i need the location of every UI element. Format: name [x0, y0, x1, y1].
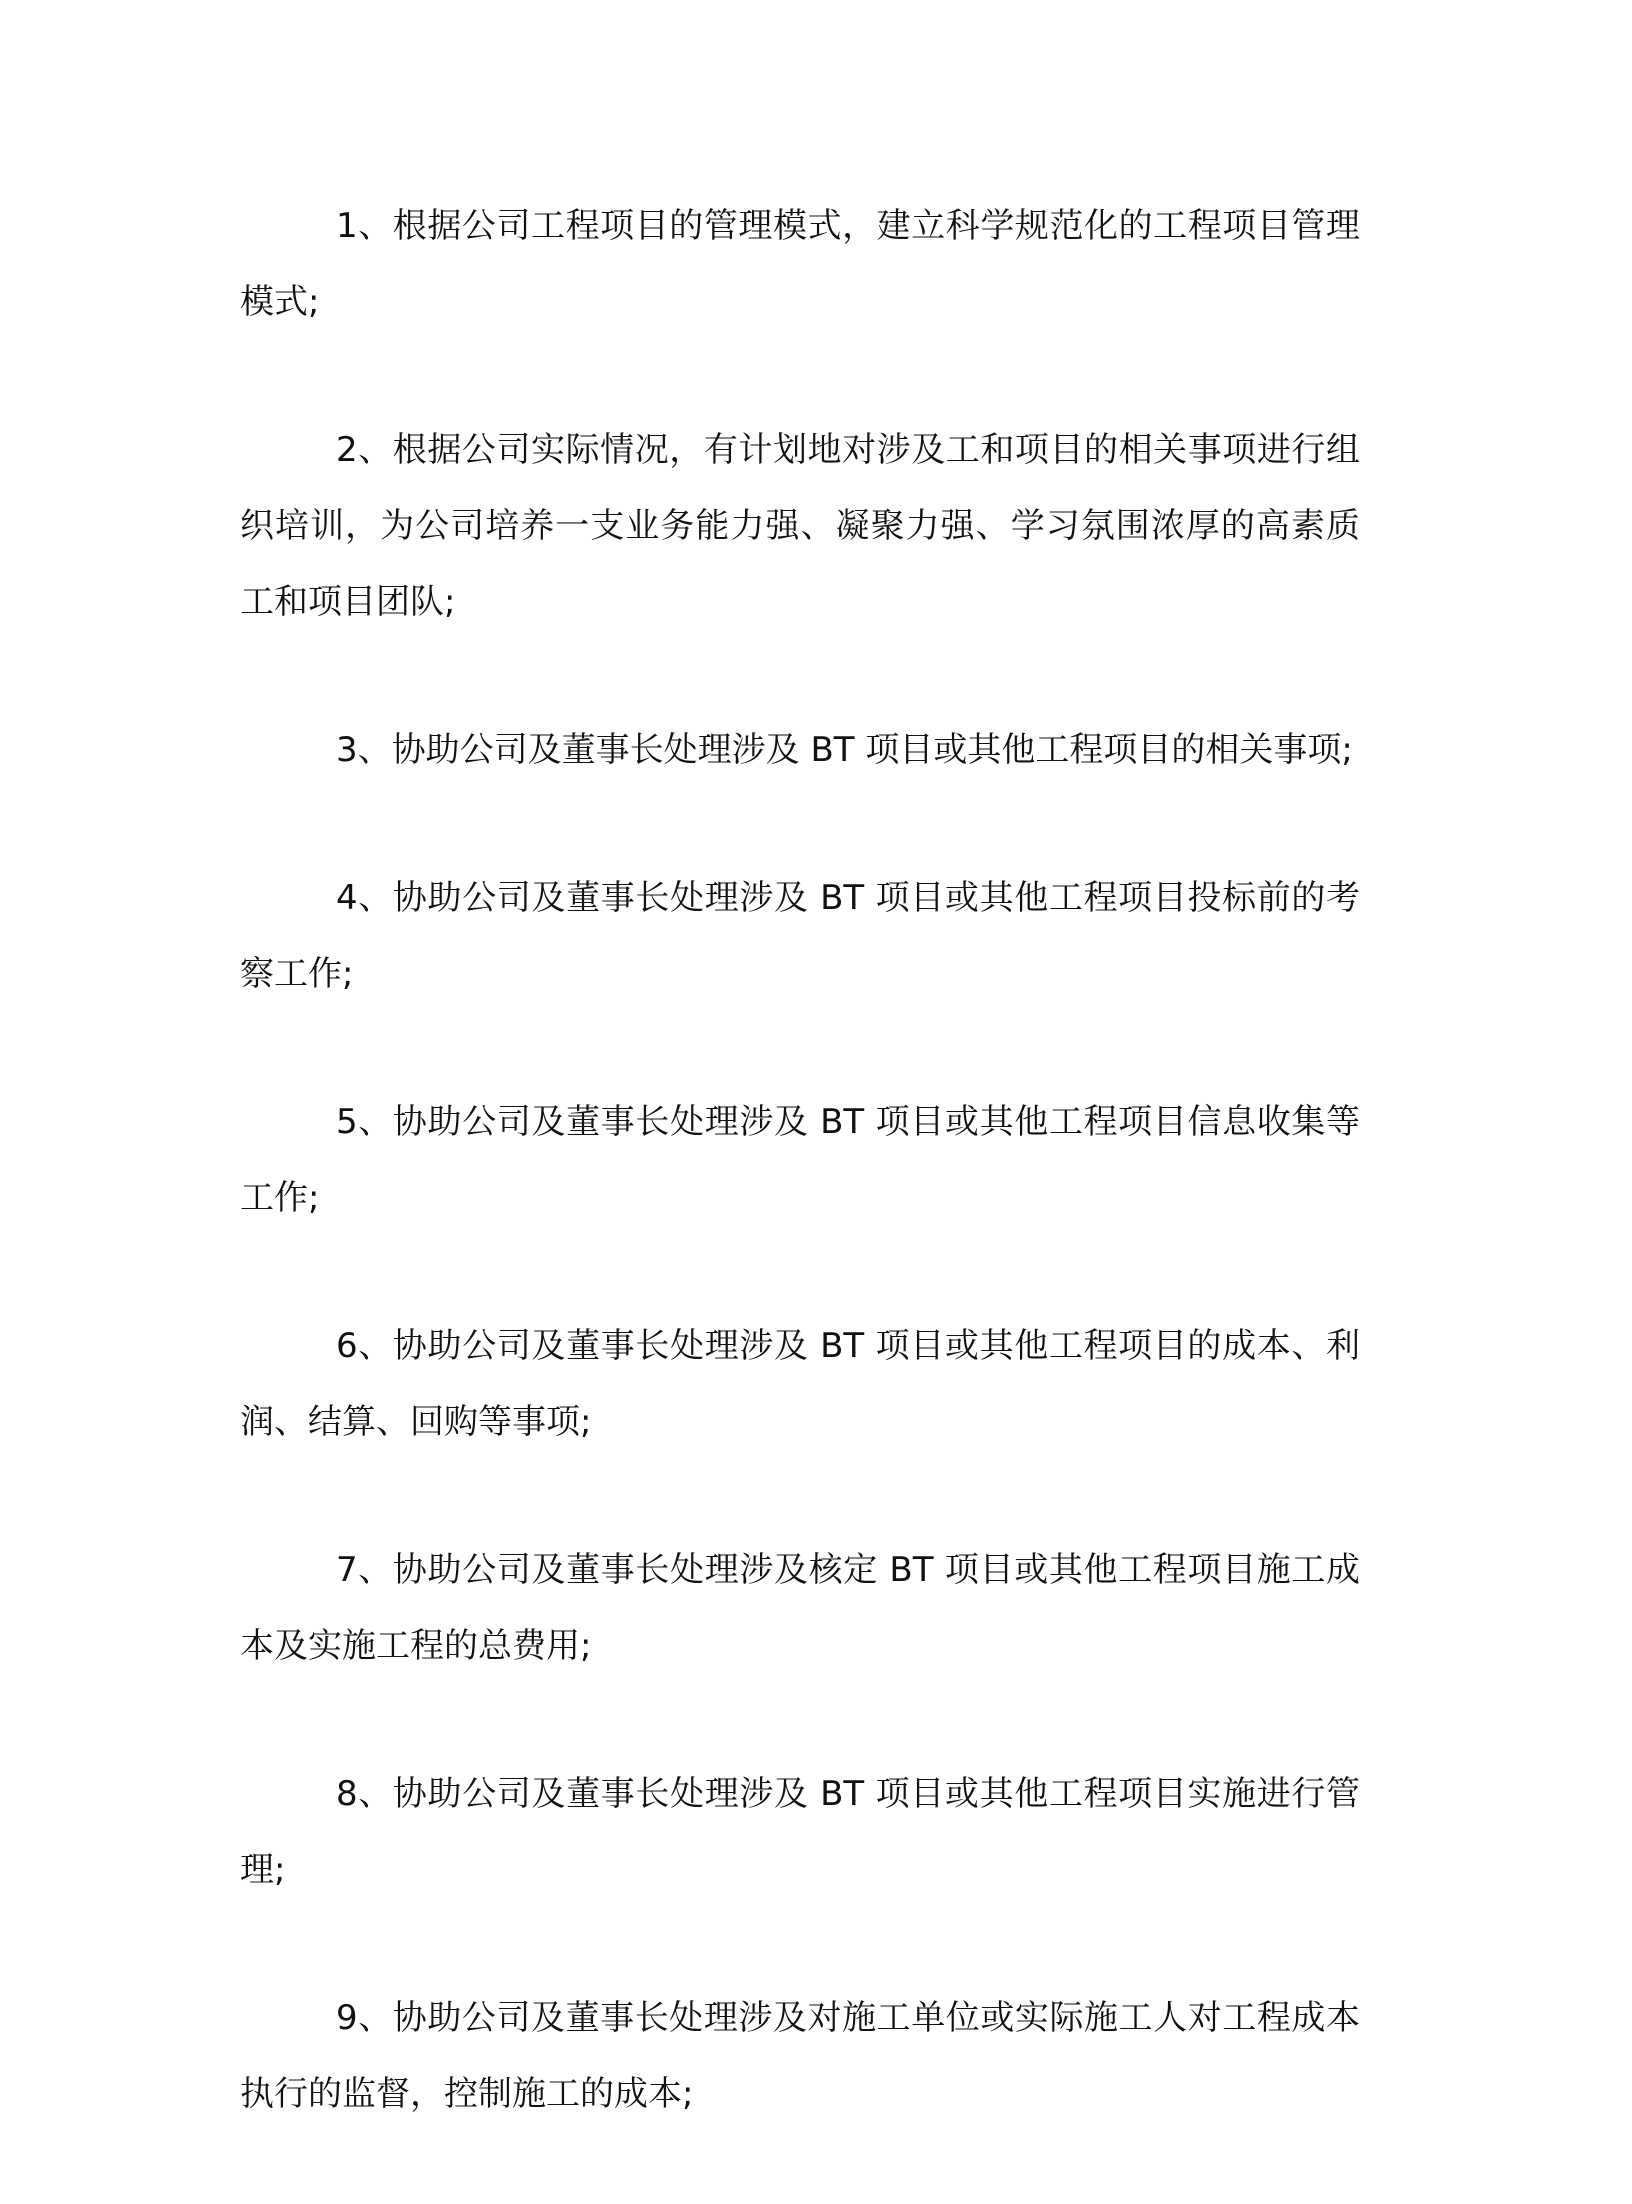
- list-item: 1、根据公司工程项目的管理模式，建立科学规范化的工程项目管理模式;: [240, 206, 1360, 322]
- list-item: 9、协助公司及董事长处理涉及对施工单位或实际施工人对工程成本执行的监督，控制施工的成本;: [240, 1998, 1360, 2114]
- list-item: 7、协助公司及董事长处理涉及核定 BT 项目或其他工程项目施工成本及实施工程的总费用;: [240, 1550, 1360, 1666]
- document-page: [240, 188, 1360, 2204]
- list-item: 2、根据公司实际情况，有计划地对涉及工和项目的相关事项进行组织培训，为公司培养一支业务能力强、凝聚力强、学习氛围浓厚的高素质工和项目团队;: [240, 430, 1360, 622]
- list-item: 5、协助公司及董事长处理涉及 BT 项目或其他工程项目信息收集等工作;: [240, 1102, 1360, 1218]
- list-item: 8、协助公司及董事长处理涉及 BT 项目或其他工程项目实施进行管理;: [240, 1774, 1360, 1890]
- list-item: 4、协助公司及董事长处理涉及 BT 项目或其他工程项目投标前的考察工作;: [240, 878, 1360, 994]
- list-item: 6、协助公司及董事长处理涉及 BT 项目或其他工程项目的成本、利润、结算、回购等事项;: [240, 1326, 1360, 1442]
- list-item: 3、协助公司及董事长处理涉及 BT 项目或其他工程项目的相关事项;: [336, 730, 1353, 770]
